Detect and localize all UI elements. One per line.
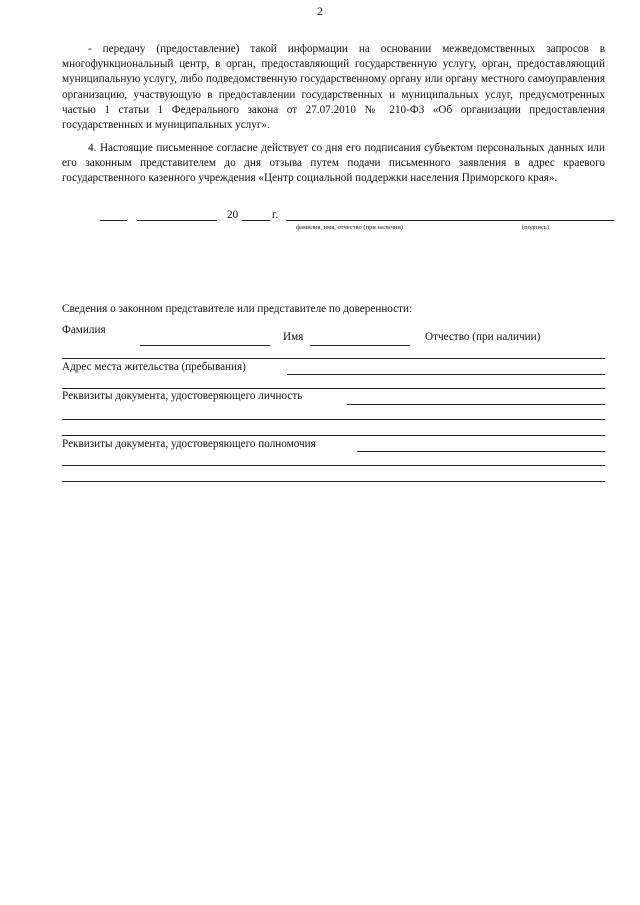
- surname-field-line: [140, 345, 270, 346]
- year-suffix: г.: [272, 209, 279, 221]
- paragraph-data-transfer: - передачу (предоставление) такой информации на основании межведомственных запросов в многофункциональный центр, в орган, предоставляющий государственную услугу, орган, предоставляющий муниципальную услугу, либо подведомственную государственному органу или органу местного самоуправления организацию, участвующую в предоставлении государственных и муниципальных услуг, предусмотренных частью 1 статьи 1 Федерального закона от 27.07.2010 № 210-ФЗ «Об организации предоставления государственных и муниципальных услуг».: [62, 43, 605, 132]
- identity-doc-label: Реквизиты документа, удостоверяющего личность: [62, 390, 303, 402]
- authority-doc-label: Реквизиты документа, удостоверяющего полномочия: [62, 438, 316, 450]
- authority-doc-continuation-line-1: [62, 465, 605, 466]
- surname-label: Фамилия: [62, 324, 106, 336]
- representative-heading: Сведения о законном представителе или представителе по доверенности:: [62, 303, 413, 315]
- paragraph-consent-validity: 4. Настоящие письменное согласие действует со дня его подписания субъектом персональных данных или его законным представителем до дня отзыва путем подачи письменного заявления в адрес краевого государственного казенного учреждения «Центр социальной поддержки населения Приморского края».: [62, 142, 605, 185]
- address-continuation-line: [62, 388, 605, 389]
- year-prefix: 20: [227, 209, 239, 221]
- signature-caption: (подпись): [522, 224, 549, 231]
- authority-doc-field-line: [357, 451, 605, 452]
- identity-doc-field-line: [347, 404, 605, 405]
- address-field-line: [287, 374, 605, 375]
- patronymic-field-line: [62, 358, 605, 359]
- year-field-line: [242, 220, 270, 221]
- name-label: Имя: [283, 331, 304, 343]
- page-number: 2: [317, 4, 323, 18]
- month-field-line: [137, 220, 217, 221]
- identity-doc-continuation-line-2: [62, 435, 605, 436]
- fio-caption: фамилия, имя, отчество (при наличии): [296, 224, 403, 231]
- identity-doc-continuation-line-1: [62, 419, 605, 420]
- fio-signature-line: [286, 220, 614, 221]
- name-field-line: [310, 345, 410, 346]
- day-field-line: [100, 220, 127, 221]
- address-label: Адрес места жительства (пребывания): [62, 361, 246, 373]
- patronymic-label: Отчество (при наличии): [425, 331, 541, 343]
- authority-doc-continuation-line-2: [62, 481, 605, 482]
